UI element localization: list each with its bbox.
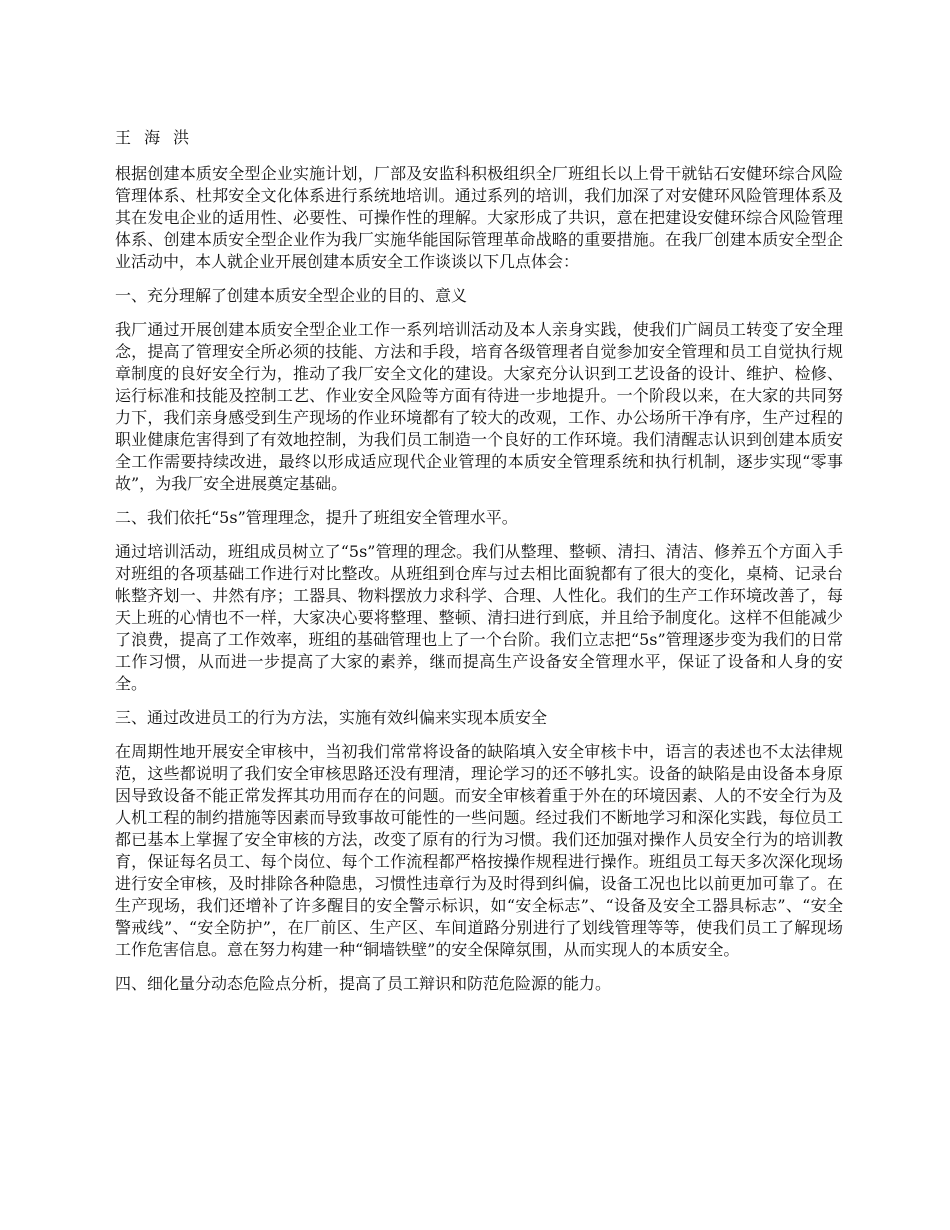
section-body-3: 在周期性地开展安全审核中，当初我们常常将设备的缺陷填入安全审核卡中，语言的表述也不太法律规范，这些都说明了我们安全审核思路还没有理清，理论学习的还不够扎实。设备的缺陷是由设备本身原因导致设备不能正常发挥其功用而存在的问题。而安全审核着重于外在的环境因素、人的不安全行为及人机工程的制约措施等因素而导致事故可能性的一些问题。经过我们不断地学习和深化实践，每位员工都已基本上掌握了安全审核的方法，改变了原有的行为习惯。我们还加强对操作人员安全行为的培训教育，保证每名员工、每个岗位、每个工作流程都严格按操作规程进行操作。班组员工每天多次深化现场进行安全审核，及时排除各种隐患，习惯性违章行为及时得到纠偏，设备工况也比以前更加可靠了。在生产现场，我们还增补了许多醒目的安全警示标识，如“安全标志”、“设备及安全工器具标志”、“安全警戒线”、“安全防护”，在厂前区、生产区、车间道路分别进行了划线管理等等，使我们员工了解现场工作危害信息。意在努力构建一种“铜墙铁壁”的安全保障氛围，从而实现人的本质安全。 (115, 742, 843, 959)
section-body-1: 我厂通过开展创建本质安全型企业工作一系列培训活动及本人亲身实践，使我们广阔员工转变了安全理念，提高了管理安全所必须的技能、方法和手段，培育各级管理者自觉参加安全管理和员工自觉执行规章制度的良好安全行为，推动了我厂安全文化的建设。大家充分认识到工艺设备的设计、维护、检修、运行标准和技能及控制工艺、作业安全风险等方面有待进一步地提升。一个阶段以来，在大家的共同努力下，我们亲身感受到生产现场的作业环境都有了较大的改观，工作、办公场所干净有序，生产过程的职业健康危害得到了有效地控制，为我们员工制造一个良好的工作环境。我们清醒志认识到创建本质安全工作需要持续改进，最终以形成适应现代企业管理的本质安全管理系统和执行机制，逐步实现“零事故”，为我厂安全进展奠定基础。 (115, 320, 843, 493)
author-name: 王 海 洪 (115, 128, 194, 147)
section-body-2: 通过培训活动，班组成员树立了“5s”管理的理念。我们从整理、整顿、清扫、清洁、修养五个方面入手对班组的各项基础工作进行对比整改。从班组到仓库与过去相比面貌都有了很大的变化，桌椅、记录台帐整齐划一、井然有序；工器具、物料摆放力求科学、合理、人性化。我们的生产工作环境改善了，每天上班的心情也不一样，大家决心要将整理、整顿、清扫进行到底，并且给予制度化。这样不但能减少了浪费，提高了工作效率，班组的基础管理也上了一个台阶。我们立志把“5s”管理逐步变为我们的日常工作习惯，从而进一步提高了大家的素养，继而提高生产设备安全管理水平，保证了设备和人身的安全。 (115, 542, 843, 693)
section-heading-4: 四、细化量分动态危险点分析，提高了员工辩识和防范危险源的能力。 (115, 974, 612, 993)
document-content (115, 127, 843, 1007)
intro-paragraph: 根据创建本质安全型企业实施计划，厂部及安监科积极组织全厂班组长以上骨干就钻石安健环综合风险管理体系、杜邦安全文化体系进行系统地培训。通过系列的培训，我们加深了对安健环风险管理体系及其在发电企业的适用性、必要性、可操作性的理解。大家形成了共识，意在把建设安健环综合风险管理体系、创建本质安全型企业作为我厂实施华能国际管理革命战略的重要措施。在我厂创建本质安全型企业活动中，本人就企业开展创建本质安全工作谈谈以下几点体会： (115, 164, 843, 271)
section-heading-1: 一、充分理解了创建本质安全型企业的目的、意义 (115, 286, 468, 305)
section-heading-3: 三、通过改进员工的行为方法，实施有效纠偏来实现本质安全 (115, 708, 548, 727)
section-heading-2: 二、我们依托“5s”管理理念，提升了班组安全管理水平。 (115, 508, 518, 527)
